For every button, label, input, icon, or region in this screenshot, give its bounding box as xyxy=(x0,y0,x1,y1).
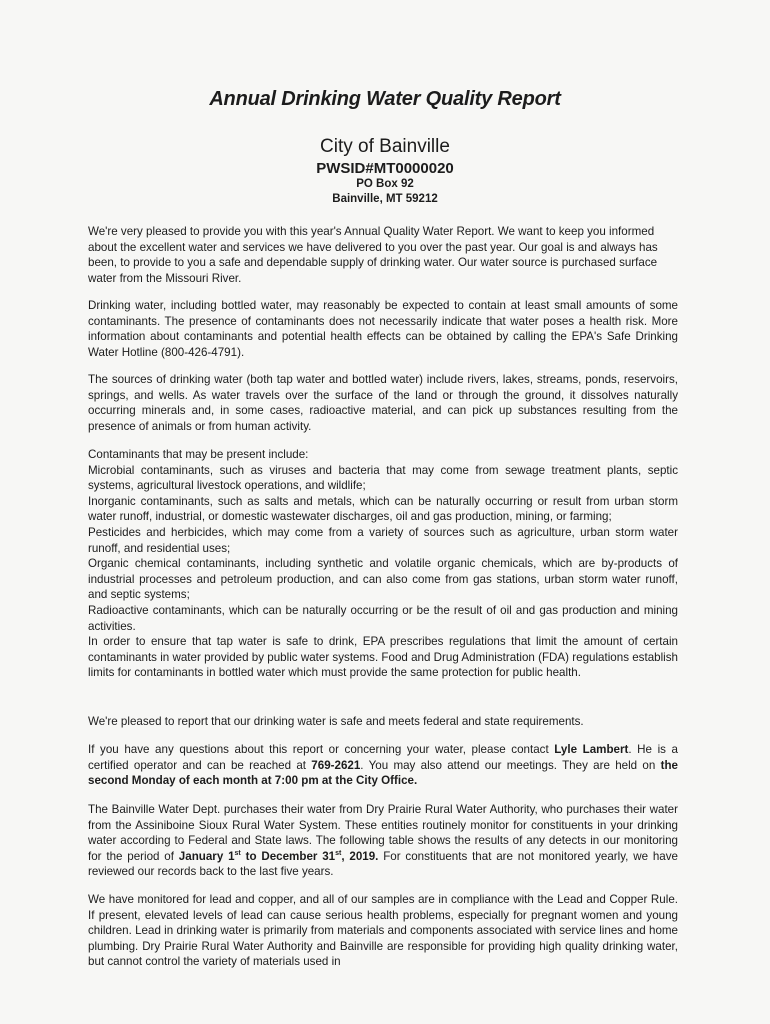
period-start-suffix: st xyxy=(234,849,241,857)
pwsid: PWSID#MT0000020 xyxy=(316,160,454,177)
contaminants-list xyxy=(88,447,678,681)
inorganic-item: Inorganic contaminants, such as salts and metals, which can be naturally occurring or result from urban storm water runoff, industrial, or domestic wastewater discharges, oil and gas production, mining, or farming; xyxy=(88,494,678,524)
purchase-text-1: The Bainville Water Dept. purchases their water from Dry Prairie Rural Water Authority, who purchases their water from the Assiniboine Sioux Rural Water System. These entities routinely monitor for constituents in your drinking water according to Federal and State laws. The following table shows the results of any detects in our monitoring for the period of xyxy=(88,803,678,863)
city-name: City of Bainville xyxy=(320,136,450,157)
meeting-schedule: the second Monday of each month at 7:00 pm at the City Office. xyxy=(88,758,678,788)
water-purchase-paragraph xyxy=(88,802,678,880)
contact-paragraph xyxy=(88,742,678,789)
intro-paragraph: We're very pleased to provide you with this year's Annual Quality Water Report. We want to keep you informed about the excellent water and services we have delivered to you over the past year. Our goal is and always has been, to provide to you a safe and dependable supply of drinking water. Our water source is purchased surface water from the Missouri River. xyxy=(88,225,658,285)
safe-statement: We're pleased to report that our drinking water is safe and meets federal and state requirements. xyxy=(88,715,584,728)
po-box: PO Box 92 xyxy=(356,178,414,190)
contact-text-1: If you have any questions about this report or concerning your water, please contact xyxy=(88,743,555,756)
sources-paragraph: The sources of drinking water (both tap water and bottled water) include rivers, lakes, streams, ponds, reservoirs, springs, and wells. As water travels over the surface of the land or through the ground, it dissolves naturally occurring minerals and, in some cases, radioactive material, and can pick up substances resulting from the presence of animals or from human activity. xyxy=(88,373,678,433)
report-title: Annual Drinking Water Quality Report xyxy=(209,88,561,110)
pesticides-item: Pesticides and herbicides, which may come from a variety of sources such as agriculture, urban storm water runoff, and residential uses; xyxy=(88,525,678,555)
period-to: to December 31 xyxy=(240,849,336,863)
period-start: January 1 xyxy=(178,849,235,863)
epa-regulations: In order to ensure that tap water is safe to drink, EPA prescribes regulations that limit the amount of certain contaminants in water provided by public water systems. Food and Drug Administration (FDA) regulations establish limits for contaminants in bottled water which must provide the same protection for public health. xyxy=(88,635,678,680)
radioactive-item: Radioactive contaminants, which can be naturally occurring or be the result of oil and gas production and mining activities. xyxy=(88,603,678,633)
contaminants-intro: Contaminants that may be present include: xyxy=(88,448,309,461)
period-year: , 2019. xyxy=(341,849,379,863)
contact-phone: 769-2621 xyxy=(311,758,361,772)
purchase-text-2: For constituents that are not monitored yearly, we have reviewed our records back to the last five years. xyxy=(88,849,678,879)
contaminants-expectation-paragraph: Drinking water, including bottled water, may reasonably be expected to contain at least small amounts of some contaminants. The presence of contaminants does not necessarily indicate that water poses a health risk. More information about contaminants and potential health effects can be obtained by calling the EPA's Safe Drinking Water Hotline (800-426-4791). xyxy=(88,299,678,359)
lead-copper-paragraph: We have monitored for lead and copper, and all of our samples are in compliance with the Lead and Copper Rule. If present, elevated levels of lead can cause serious health problems, especially for pregnant women and young children. Lead in drinking water is primarily from materials and components associated with service lines and home plumbing. Dry Prairie Rural Water Authority and Bainville are responsible for providing high quality drinking water, but cannot control the variety of materials used in xyxy=(88,893,678,969)
organic-item: Organic chemical contaminants, including synthetic and volatile organic chemicals, which are by-products of industrial processes and petroleum production, and can also come from gas stations, urban storm water runoff, and septic systems; xyxy=(88,557,678,602)
period-end-suffix: st xyxy=(335,849,342,857)
city-state-zip: Bainville, MT 59212 xyxy=(332,193,438,205)
microbial-item: Microbial contaminants, such as viruses and bacteria that may come from sewage treatment plants, septic systems, agricultural livestock operations, and wildlife; xyxy=(88,463,678,493)
contact-text-3: . You may also attend our meetings. They are held on xyxy=(360,758,661,772)
contact-name: Lyle Lambert xyxy=(554,743,629,756)
contact-text-2: . He is a certified operator and can be reached at xyxy=(88,743,679,772)
